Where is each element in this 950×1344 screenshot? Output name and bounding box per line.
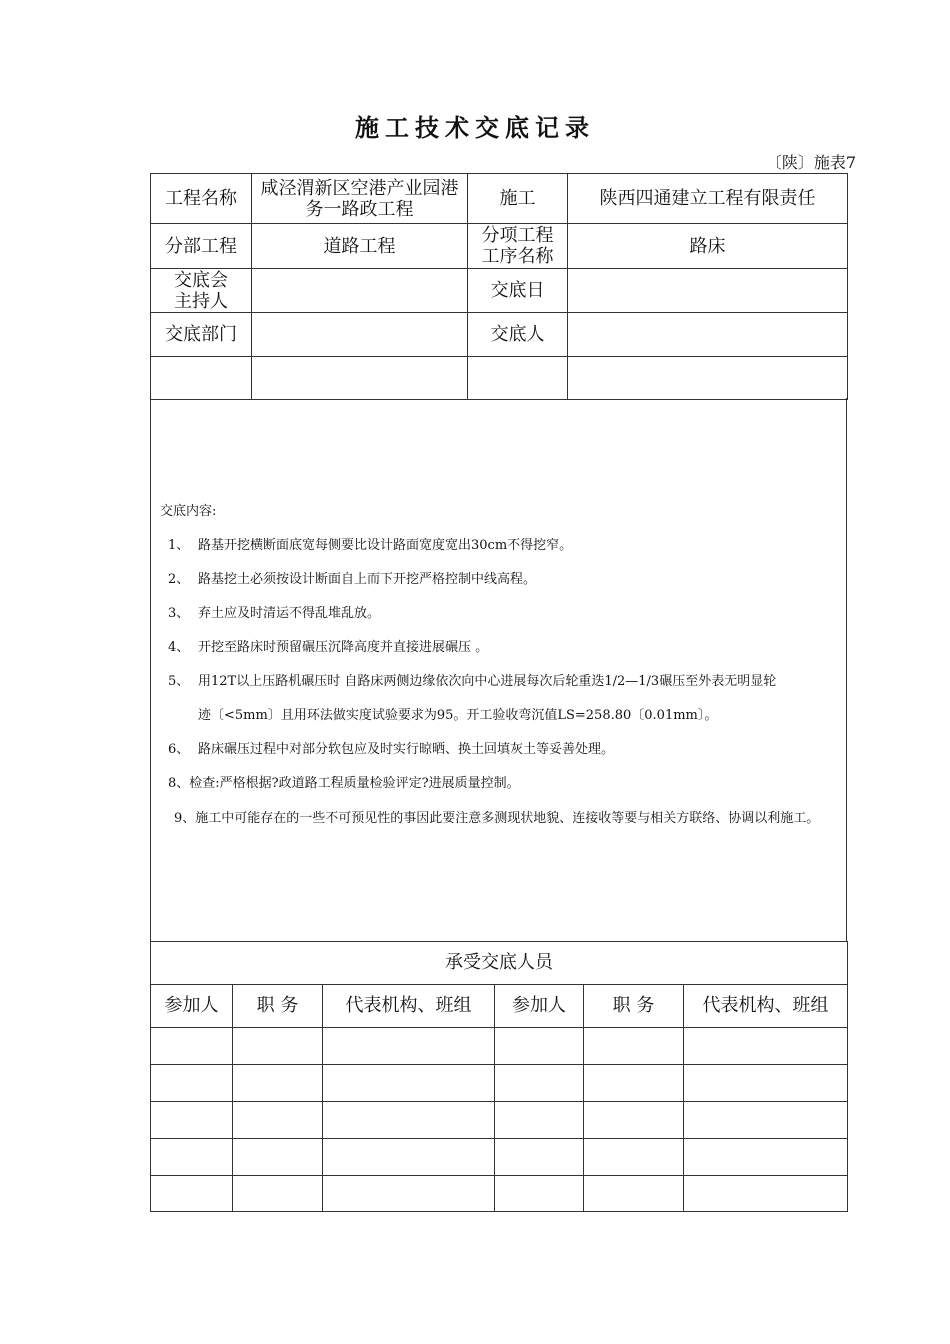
org-cell[interactable]: [323, 1101, 495, 1138]
participant-cell[interactable]: [495, 1101, 584, 1138]
content-item-2: 2、 路基挖土必须按设计断面自上而下开挖严格控制中线高程。: [168, 572, 537, 587]
project-name-label: 工程名称: [151, 174, 252, 224]
position-cell[interactable]: [584, 1101, 684, 1138]
table-row: [151, 1175, 848, 1211]
subitem-value: 路床: [568, 224, 848, 269]
content-item-4: 4、 开挖至路床时预留碾压沉降高度并直接进展碾压 。: [168, 640, 489, 655]
blank-cell: [252, 357, 468, 400]
table-row: [151, 1101, 848, 1138]
content-item-5: 5、 用12T以上压路机碾压时 自路床两侧边缘依次向中心进展每次后轮重迭1/2—1/3碾压至外表无明显轮: [168, 674, 777, 689]
date-value-field[interactable]: [568, 269, 848, 313]
org-cell[interactable]: [323, 1027, 495, 1064]
position-cell[interactable]: [233, 1064, 323, 1101]
position-cell[interactable]: [233, 1138, 323, 1175]
table-row: [151, 1138, 848, 1175]
page-title: 施工技术交底记录: [355, 114, 595, 142]
content-item-1: 1、 路基开挖横断面底宽每侧要比设计路面宽度宽出30cm不得挖窄。: [168, 538, 573, 553]
col-position-1: 职 务: [233, 984, 323, 1027]
org-cell[interactable]: [323, 1064, 495, 1101]
blank-cell: [568, 357, 848, 400]
position-cell[interactable]: [233, 1027, 323, 1064]
position-cell[interactable]: [584, 1064, 684, 1101]
col-position-2: 职 务: [584, 984, 684, 1027]
participant-cell[interactable]: [151, 1027, 233, 1064]
org-cell[interactable]: [684, 1101, 848, 1138]
construction-label: 施工: [468, 174, 568, 224]
division-label: 分部工程: [151, 224, 252, 269]
col-org-2: 代表机构、班组: [684, 984, 848, 1027]
col-org-1: 代表机构、班组: [323, 984, 495, 1027]
position-cell[interactable]: [584, 1027, 684, 1064]
table-row: [151, 1064, 848, 1101]
participant-cell[interactable]: [151, 1138, 233, 1175]
subitem-label: 分项工程工序名称: [468, 224, 568, 269]
content-item-6: 6、 路床碾压过程中对部分软包应及时实行晾晒、换土回填灰土等妥善处理。: [168, 742, 615, 757]
org-cell[interactable]: [684, 1175, 848, 1211]
org-cell[interactable]: [323, 1138, 495, 1175]
dept-label: 交底部门: [151, 313, 252, 357]
content-section: [150, 398, 847, 942]
date-label: 交底日: [468, 269, 568, 313]
content-body: [160, 495, 840, 832]
position-cell[interactable]: [233, 1101, 323, 1138]
receiver-table: [150, 941, 848, 1212]
blank-cell: [468, 357, 568, 400]
info-table: [150, 173, 848, 400]
receiver-heading: 承受交底人员: [151, 941, 848, 984]
participant-cell[interactable]: [151, 1064, 233, 1101]
col-participant-2: 参加人: [495, 984, 584, 1027]
project-name-value: 咸泾渭新区空港产业园港务一路政工程: [252, 174, 468, 224]
content-item-9: 9、施工中可能存在的一些不可预见性的事因此要注意多测现状地貌、连接收等要与相关方联络、协调以利施工。: [174, 811, 820, 826]
construction-value: 陕西四通建立工程有限责任: [568, 174, 848, 224]
table-row: [151, 1027, 848, 1064]
org-cell[interactable]: [684, 1064, 848, 1101]
content-item-5-continued: 迹〔<5mm〕且用环法做实度试验要求为95。开工验收弯沉值LS=258.80〔0.01mm〕。: [198, 708, 718, 723]
dept-value-field[interactable]: [252, 313, 468, 357]
participant-cell[interactable]: [495, 1138, 584, 1175]
form-number: 〔陕〕施表7: [765, 153, 856, 172]
participant-cell[interactable]: [495, 1064, 584, 1101]
host-value-field[interactable]: [252, 269, 468, 313]
content-item-3: 3、 弃土应及时清运不得乱堆乱放。: [168, 606, 381, 621]
participant-cell[interactable]: [495, 1175, 584, 1211]
host-label: 交底会主持人: [151, 269, 252, 313]
content-heading: 交底内容:: [160, 504, 217, 519]
person-label: 交底人: [468, 313, 568, 357]
participant-cell[interactable]: [151, 1175, 233, 1211]
person-value-field[interactable]: [568, 313, 848, 357]
org-cell[interactable]: [684, 1027, 848, 1064]
participant-cell[interactable]: [151, 1101, 233, 1138]
participant-cell[interactable]: [495, 1027, 584, 1064]
org-cell[interactable]: [684, 1138, 848, 1175]
position-cell[interactable]: [584, 1175, 684, 1211]
org-cell[interactable]: [323, 1175, 495, 1211]
content-item-8: 8、检查:严格根据?政道路工程质量检验评定?进展质量控制。: [168, 776, 520, 791]
position-cell[interactable]: [584, 1138, 684, 1175]
blank-cell: [151, 357, 252, 400]
position-cell[interactable]: [233, 1175, 323, 1211]
col-participant-1: 参加人: [151, 984, 233, 1027]
division-value: 道路工程: [252, 224, 468, 269]
